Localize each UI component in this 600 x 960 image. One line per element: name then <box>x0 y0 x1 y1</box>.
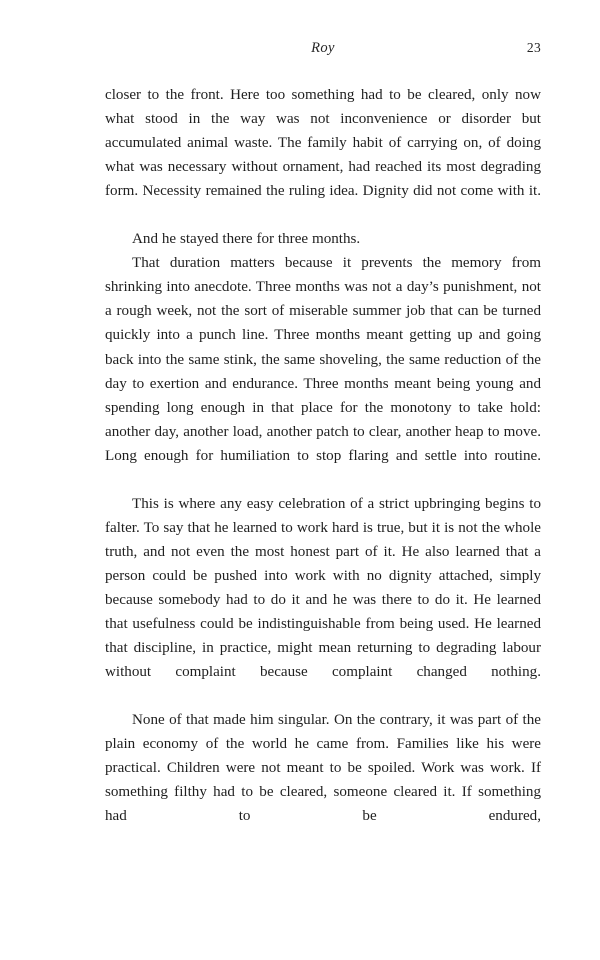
paragraph: None of that made him singular. On the contrary, it was part of the plain economy of the world he came from. Families like his were practical. Children were not meant to be spoiled. Work was work. If something filthy had to be cleared, someone cleared it. If something had to be endured, <box>105 712 541 825</box>
paragraph: That duration matters because it prevents the memory from shrinking into anecdote. Three months was not a day’s punishment, not a rough week, not the sort of miserable summer job that can be turned quickly into a punch line. Three months meant getting up and going back into the same stink, the same shoveling, the same reduction of the day to exertion and endurance. Three months meant being young and spending long enough in that place for the monotony to take hold: another day, another load, another patch to clear, another heap to move. Long enough for humiliation to stop flaring and settle into routine. <box>105 255 541 464</box>
running-head-title: Roy <box>311 40 335 56</box>
page-number: 23 <box>526 40 541 55</box>
body-text-block <box>105 83 541 853</box>
paragraph: And he stayed there for three months. <box>132 231 361 248</box>
paragraph: closer to the front. Here too something had to be cleared, only now what stood in the way was not inconvenience or disorder but accumulated animal waste. The family habit of carrying on, of doing what was necessary without ornament, had reached its most degrading form. Necessity remained the ruling idea. Dignity did not come with it. <box>105 87 541 200</box>
running-head <box>105 40 541 62</box>
paragraph: This is where any easy celebration of a strict upbringing begins to falter. To say that he learned to work hard is true, but it is not the whole truth, and not even the most honest part of it. He also learned that a person could be pushed into work with no dignity attached, simply because somebody had to do it and he was there to do it. He learned that usefulness could be indistinguishable from being used. He learned that discipline, in practice, might mean returning to degrading labour without complaint because complaint changed nothing. <box>105 495 541 681</box>
